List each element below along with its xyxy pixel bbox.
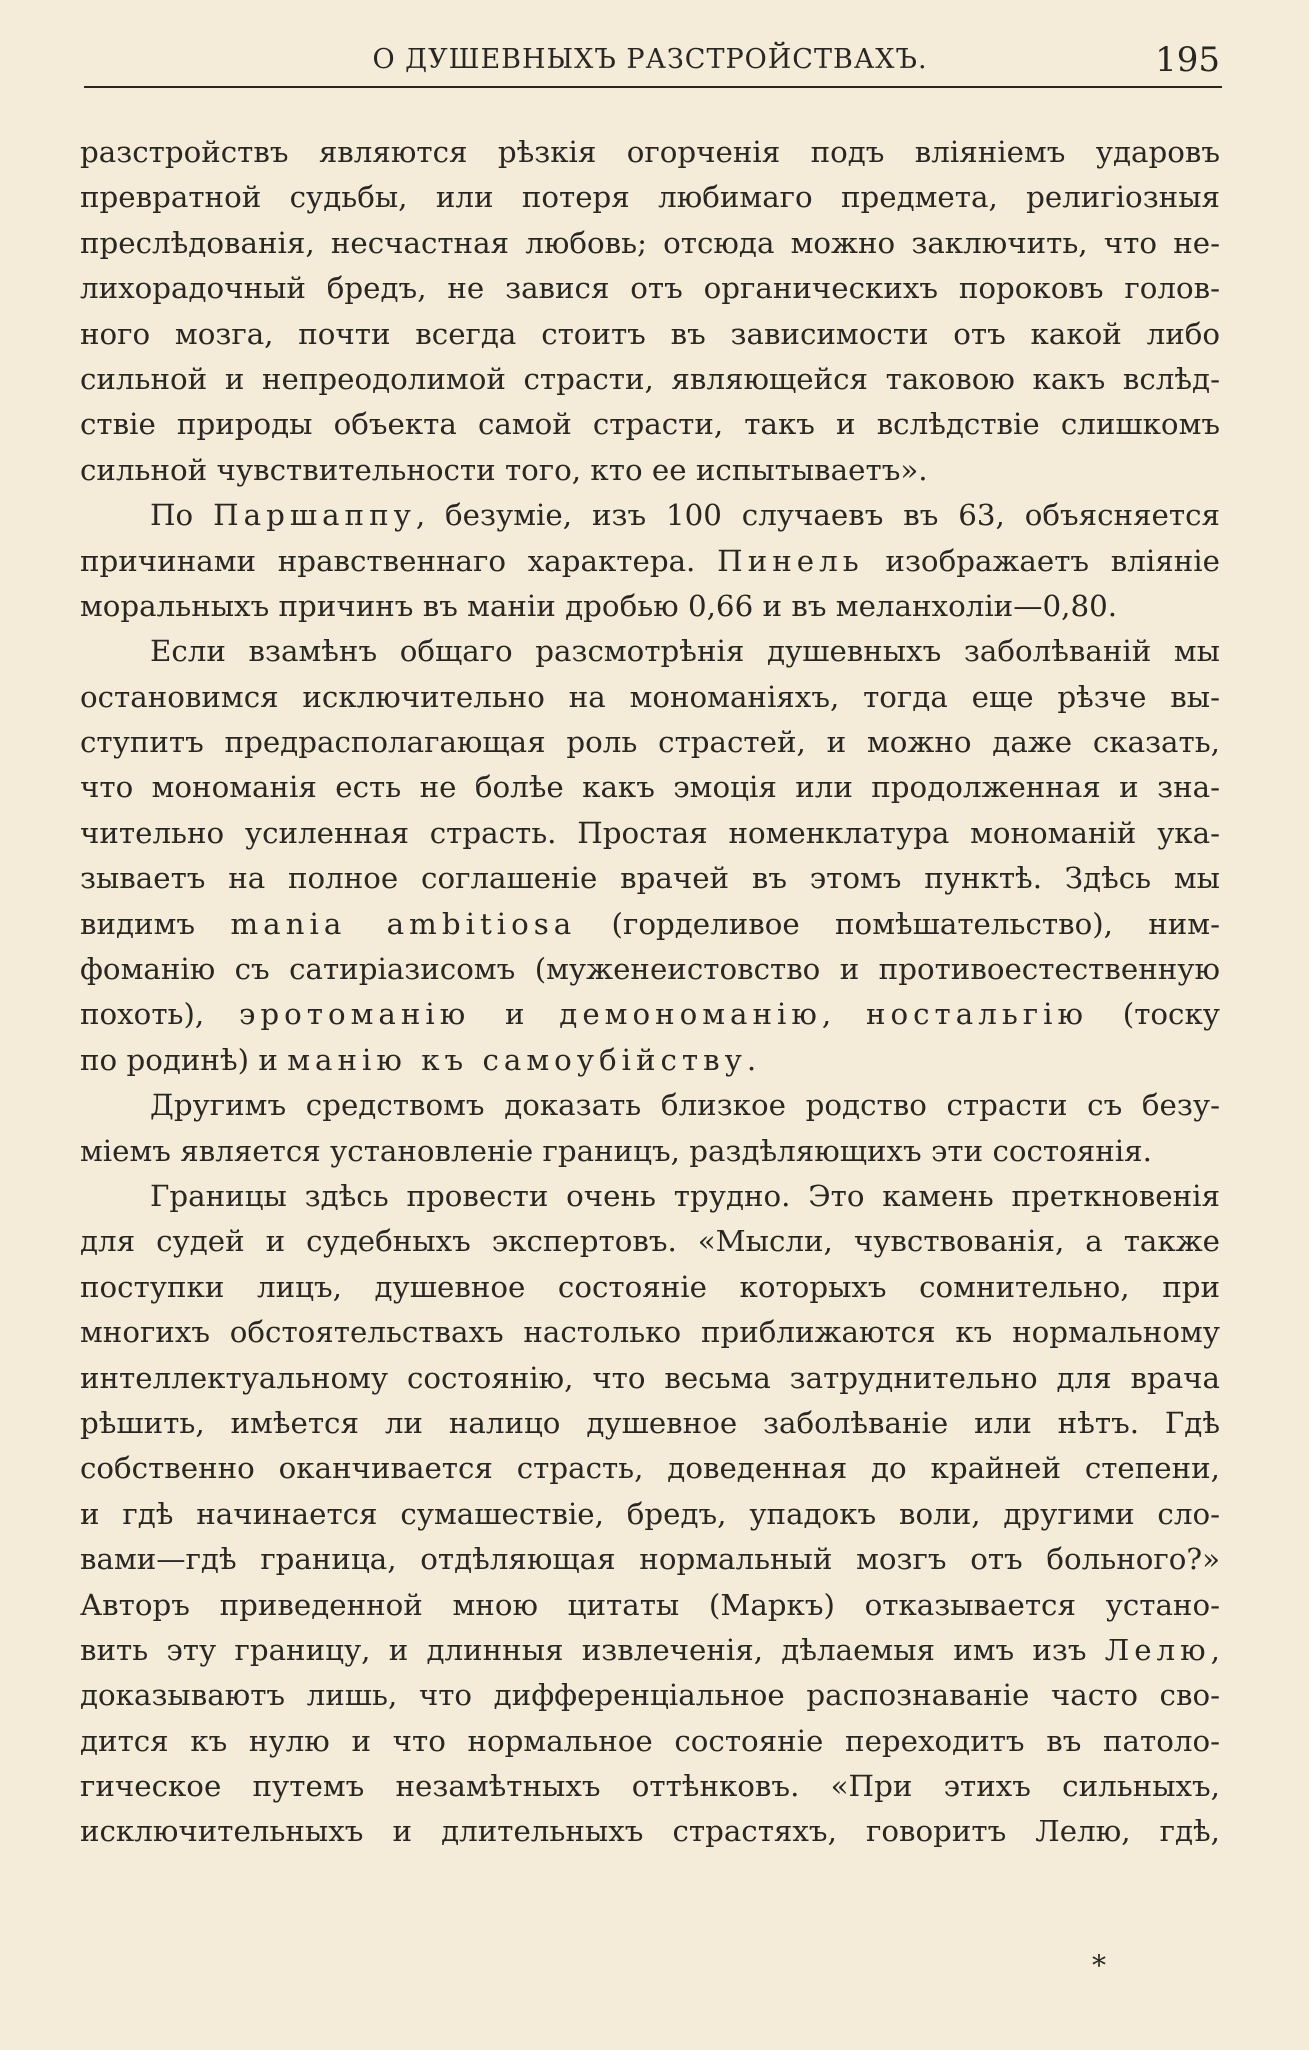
text-line: міемъ является установленіе границъ, раздѣляющихъ эти состоянія. bbox=[80, 1133, 1152, 1168]
running-title: О ДУШЕВНЫХЪ РАЗСТРОЙСТВАХЪ. bbox=[372, 44, 928, 75]
spaced-name: Лелю bbox=[1104, 1632, 1211, 1667]
spaced-term: демономанію bbox=[559, 997, 822, 1032]
spaced-term: манію къ самоубійству bbox=[287, 1042, 747, 1077]
spaced-term: ностальгію bbox=[865, 997, 1089, 1032]
spaced-name: Паршаппу bbox=[213, 498, 416, 533]
text-line: и гдѣ начинается сумашествіе, бредъ, упадокъ воли, другими сло- bbox=[80, 1496, 1220, 1531]
text-line: сильной и непреодолимой страсти, являющейся таковою какъ вслѣд- bbox=[80, 361, 1220, 396]
header-rule bbox=[84, 86, 1222, 88]
body-text bbox=[80, 130, 1220, 1855]
text-line: превратной судьбы, или потеря любимаго предмета, религіозныя bbox=[80, 180, 1220, 215]
spaced-term: эротоманію bbox=[238, 997, 471, 1032]
text-line: видимъ mania ambitiosa (горделивое помѣшательство), ним- bbox=[80, 906, 1220, 941]
text-line: разстройствъ являются рѣзкія огорченія подъ вліяніемъ ударовъ bbox=[80, 135, 1220, 169]
spaced-term: mania ambitiosa bbox=[230, 906, 577, 941]
text-line: многихъ обстоятельствахъ настолько приближаются къ нормальному bbox=[80, 1315, 1220, 1350]
page-header bbox=[80, 40, 1220, 86]
text-line: поступки лицъ, душевное состояніе которыхъ сомнительно, при bbox=[80, 1269, 1220, 1304]
text-line: гическое путемъ незамѣтныхъ оттѣнковъ. «При этихъ сильныхъ, bbox=[80, 1769, 1220, 1804]
text-line: собственно оканчивается страсть, доведенная до крайней степени, bbox=[80, 1451, 1220, 1486]
text-line: ступитъ предрасполагающая роль страстей, и можно даже сказать, bbox=[80, 725, 1220, 760]
text-line: чительно усиленная страсть. Простая номенклатура мономаній ука- bbox=[80, 815, 1220, 850]
text-line: вами—гдѣ граница, отдѣляющая нормальный мозгъ отъ больного?» bbox=[80, 1542, 1220, 1577]
text-line: дится къ нулю и что нормальное состояніе переходитъ въ патоло- bbox=[80, 1723, 1220, 1758]
text-line: Если взамѣнъ общаго разсмотрѣнія душевныхъ заболѣваній мы bbox=[150, 634, 1220, 669]
signature-mark: * bbox=[1092, 1949, 1106, 1982]
text-line: по родинѣ) и манію къ самоубійству. bbox=[80, 1042, 757, 1077]
text-line: Авторъ приведенной мною цитаты (Маркъ) отказывается устано- bbox=[80, 1587, 1220, 1622]
text-line: вить эту границу, и длинныя извлеченія, дѣлаемыя имъ изъ Лелю, bbox=[80, 1632, 1220, 1667]
text-line: зываетъ на полное соглашеніе врачей въ этомъ пунктѣ. Здѣсь мы bbox=[80, 861, 1220, 896]
text-line: интеллектуальному состоянію, что весьма затруднительно для врача bbox=[80, 1360, 1220, 1395]
text-line: преслѣдованія, несчастная любовь; отсюда можно заключить, что не- bbox=[80, 225, 1220, 260]
text-line: остановимся исключительно на мономаніяхъ, тогда еще рѣзче вы- bbox=[80, 679, 1220, 714]
text-line: лихорадочный бредъ, не завися отъ органическихъ пороковъ голов- bbox=[80, 271, 1220, 306]
text-line: ного мозга, почти всегда стоитъ въ зависимости отъ какой либо bbox=[80, 316, 1220, 351]
text-line: исключительныхъ и длительныхъ страстяхъ, говоритъ Лелю, гдѣ, bbox=[80, 1814, 1220, 1849]
text-line: Границы здѣсь провести очень трудно. Это камень преткновенія bbox=[150, 1178, 1220, 1213]
text-line: причинами нравственнаго характера. Пинель изображаетъ вліяніе bbox=[80, 543, 1220, 578]
text-line: рѣшить, имѣется ли налицо душевное заболѣваніе или нѣтъ. Гдѣ bbox=[80, 1405, 1220, 1440]
text-line: ствіе природы объекта самой страсти, такъ и вслѣдствіе слишкомъ bbox=[80, 407, 1220, 442]
text-line: похоть), эротоманію и демономанію, ностальгію (тоску bbox=[80, 997, 1220, 1032]
text-line: сильной чувствительности того, кто ее испытываетъ». bbox=[80, 452, 928, 487]
page-number: 195 bbox=[1155, 40, 1220, 80]
text-line: Другимъ средствомъ доказать близкое родство страсти съ безу- bbox=[150, 1088, 1220, 1123]
spaced-name: Пинель bbox=[717, 543, 864, 578]
text-line: для судей и судебныхъ экспертовъ. «Мысли, чувствованія, а также bbox=[80, 1224, 1220, 1259]
text-line: моральныхъ причинъ въ маніи дробью 0,66 и въ меланхоліи—0,80. bbox=[80, 588, 1118, 623]
text-line: По Паршаппу, безуміе, изъ 100 случаевъ въ 63, объясняется bbox=[150, 498, 1220, 533]
text-line: доказываютъ лишь, что дифференціальное распознаваніе часто сво- bbox=[80, 1678, 1220, 1713]
text-line: фоманію съ сатиріазисомъ (муженеистовство и противоестественную bbox=[80, 952, 1220, 987]
text-line: что мономанія есть не болѣе какъ эмоція или продолженная и зна- bbox=[80, 770, 1220, 805]
